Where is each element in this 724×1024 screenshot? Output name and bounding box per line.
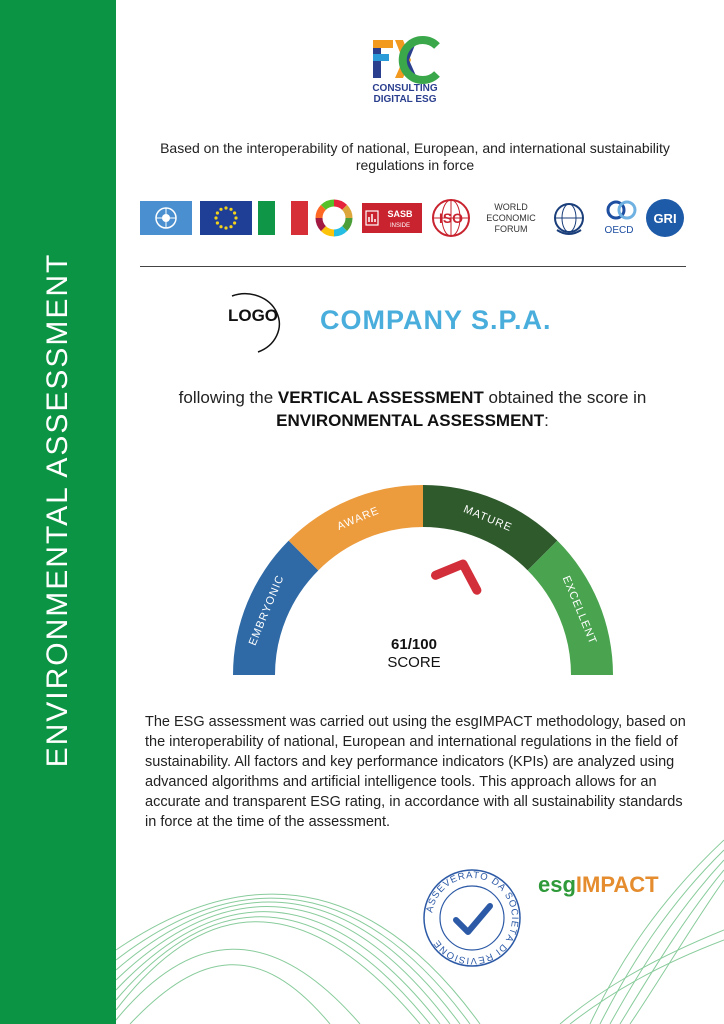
oecd-badge (596, 198, 642, 238)
wef-badge (480, 198, 542, 238)
sasb-label-1: SASB (387, 209, 413, 219)
assessment-area: ENVIRONMENTAL ASSESSMENT (276, 411, 545, 430)
esgimpact-logo-part1: esg (538, 872, 576, 897)
gauge-label-excellent: EXCELLENT (559, 574, 599, 647)
seal-text: ASSEVERATO DA SOCIETÀ DI REVISIONE (424, 869, 521, 967)
iso-badge (430, 198, 472, 238)
sasb-label-2: INSIDE (389, 223, 411, 229)
methodology-description: The ESG assessment was carried out using the esgIMPACT methodology, based on the interoperability of national, European and international regulations in the field of sustainability. All factors and key performance indicators (KPIs) are analyzed using advanced algorithms and artificial intelligence tools. This approach allows for an accurate and transparent ESG rating, in accordance with all sustainability standards in force at the time of the assessment. (145, 714, 686, 830)
score-value: 61/100 (391, 636, 437, 653)
gauge-label-embryonic: EMBRYONIC (246, 573, 287, 648)
gauge-segment-aware (289, 485, 423, 570)
gri-label: GRI (653, 211, 677, 226)
eu-flag-icon (200, 198, 252, 238)
un-global-compact-badge (546, 198, 592, 238)
score-label: SCORE (387, 654, 441, 671)
oecd-label: OECD (604, 225, 634, 236)
assessment-prefix: following the (178, 388, 278, 407)
score-readout (344, 636, 484, 672)
sdg-wheel-icon (314, 198, 354, 238)
iso-label: ISO (438, 210, 464, 226)
sidebar (0, 0, 116, 1024)
gauge-segment-embryonic (233, 541, 318, 675)
sidebar-title: ENVIRONMENTAL ASSESSMENT (41, 252, 74, 768)
company-name: COMPANY S.P.A. (320, 305, 552, 335)
gauge-label-mature: MATURE (461, 503, 514, 535)
italy-flag-icon (258, 198, 308, 238)
gauge-needle (435, 564, 476, 590)
sasb-badge (362, 198, 422, 238)
company-logo-placeholder: LOGO (227, 306, 279, 325)
assessment-statement (140, 386, 685, 432)
intro-text: Based on the interoperability of national, European, and international sustainability regulations in force (160, 140, 670, 173)
gauge-label-aware: AWARE (335, 504, 382, 533)
assessment-type: VERTICAL ASSESSMENT (277, 388, 484, 407)
gri-badge (644, 198, 686, 238)
standards-badges (140, 198, 688, 242)
esgimpact-logo-part2: IMPACT (575, 872, 659, 897)
esgimpact-logo (538, 872, 659, 898)
wef-line-1: WORLD (494, 202, 528, 212)
divider (140, 266, 686, 267)
wef-line-3: FORUM (494, 224, 528, 234)
gauge-segment-excellent (528, 541, 613, 675)
brand-line2: DIGITAL ESG (373, 94, 437, 105)
assessment-suffix: : (544, 411, 549, 430)
audit-seal (420, 866, 524, 970)
brand-text (355, 83, 455, 105)
assessment-middle: obtained the score in (483, 388, 647, 407)
un-flag-icon (140, 198, 192, 238)
wef-line-2: ECONOMIC (486, 213, 536, 223)
brand-line1: CONSULTING (372, 83, 438, 94)
gauge-segment-mature (423, 485, 557, 570)
